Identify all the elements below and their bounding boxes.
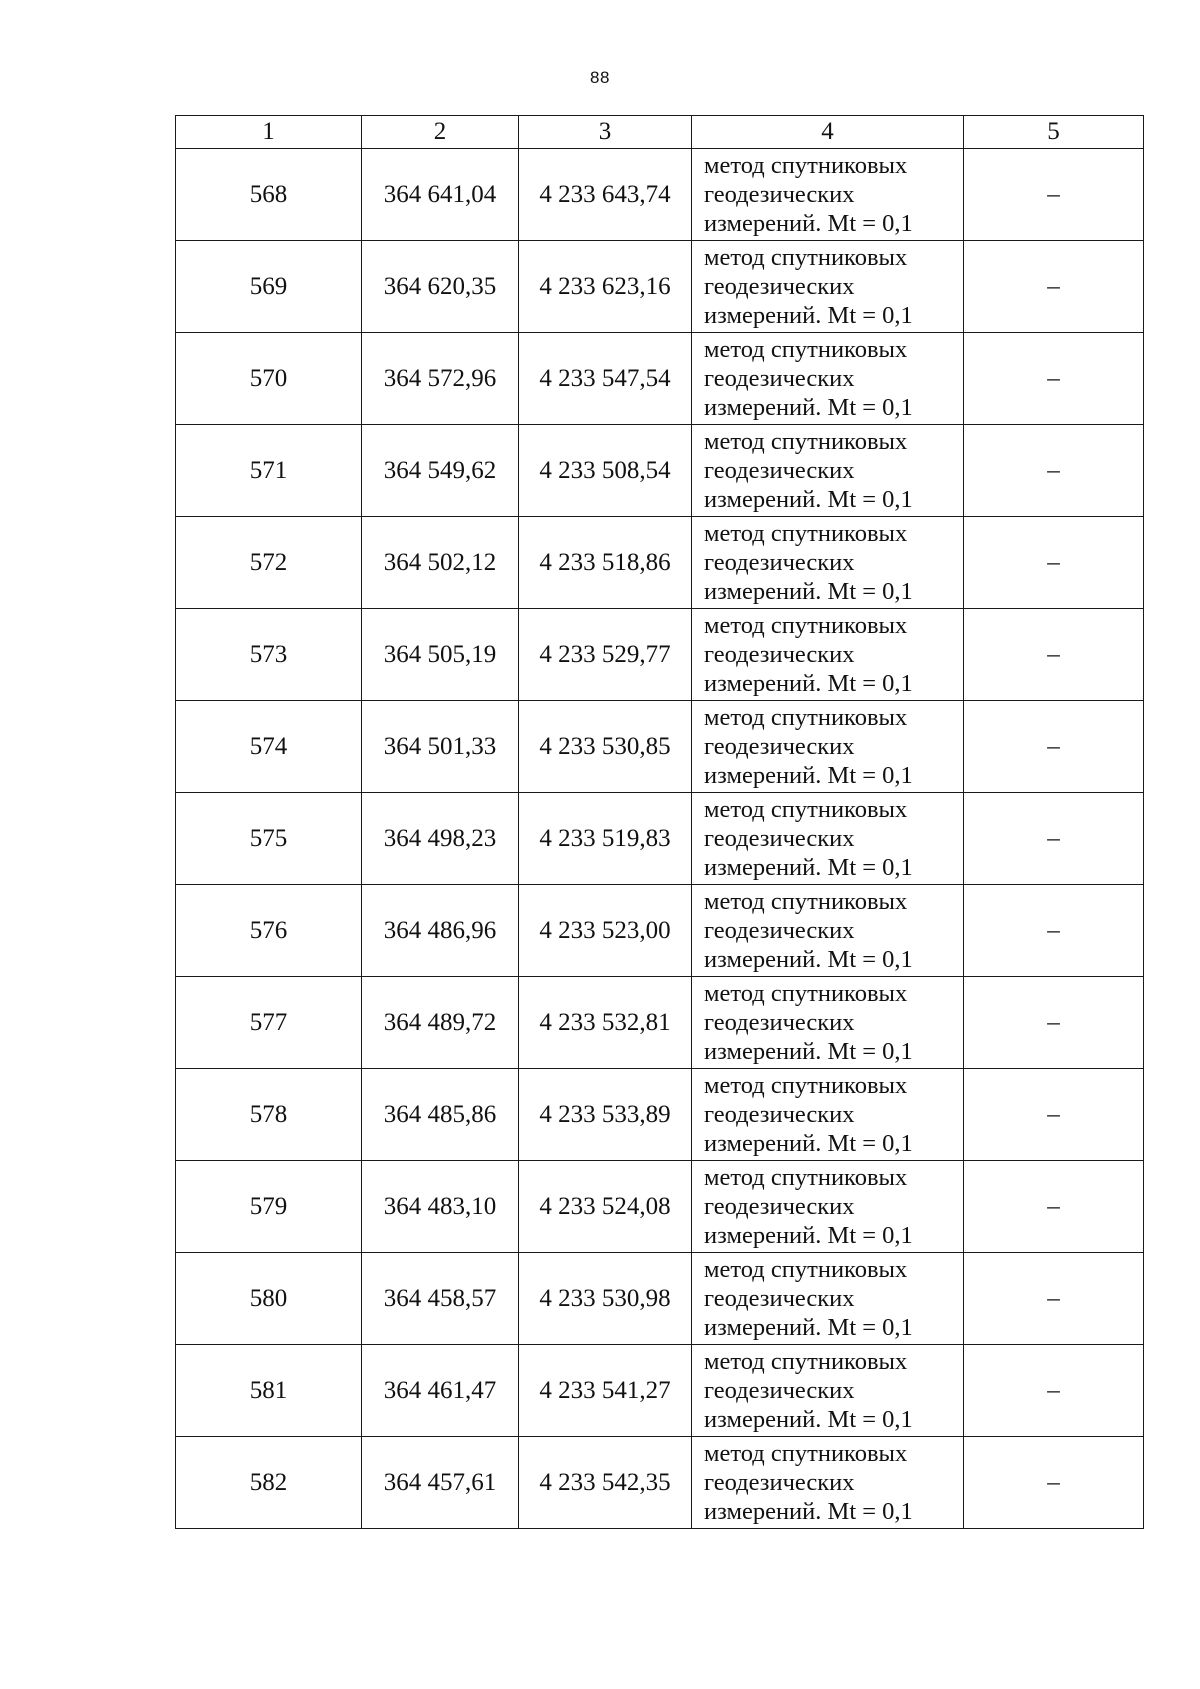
method-line: измерений. Mt = 0,1 [704, 1406, 913, 1433]
method-cell [692, 1437, 964, 1529]
x-coordinate-cell: 364 498,23 [362, 793, 519, 885]
note-cell: – [964, 885, 1144, 977]
point-number-cell: 582 [176, 1437, 362, 1529]
x-coordinate-cell: 364 501,33 [362, 701, 519, 793]
table-row [176, 1069, 1144, 1161]
x-coordinate-cell: 364 572,96 [362, 333, 519, 425]
point-number-cell: 581 [176, 1345, 362, 1437]
column-header-5: 5 [964, 116, 1144, 149]
method-line: метод спутниковых [704, 1256, 908, 1283]
method-line: измерений. Mt = 0,1 [704, 394, 913, 421]
note-cell: – [964, 793, 1144, 885]
point-number-cell: 575 [176, 793, 362, 885]
method-line: геодезических [704, 733, 855, 760]
note-cell: – [964, 1345, 1144, 1437]
method-cell [692, 609, 964, 701]
method-line: измерений. Mt = 0,1 [704, 854, 913, 881]
method-line: измерений. Mt = 0,1 [704, 302, 913, 329]
method-line: геодезических [704, 273, 855, 300]
note-cell: – [964, 977, 1144, 1069]
method-line: измерений. Mt = 0,1 [704, 946, 913, 973]
y-coordinate-cell: 4 233 508,54 [519, 425, 692, 517]
method-cell [692, 885, 964, 977]
y-coordinate-cell: 4 233 623,16 [519, 241, 692, 333]
method-line: геодезических [704, 457, 855, 484]
point-number-cell: 577 [176, 977, 362, 1069]
method-cell [692, 701, 964, 793]
table-header-row [176, 116, 1144, 149]
method-line: измерений. Mt = 0,1 [704, 762, 913, 789]
point-number-cell: 570 [176, 333, 362, 425]
method-line: измерений. Mt = 0,1 [704, 578, 913, 605]
table-row [176, 1437, 1144, 1529]
method-line: измерений. Mt = 0,1 [704, 1314, 913, 1341]
point-number-cell: 576 [176, 885, 362, 977]
method-line: геодезических [704, 1377, 855, 1404]
method-cell [692, 1069, 964, 1161]
table-row [176, 333, 1144, 425]
x-coordinate-cell: 364 457,61 [362, 1437, 519, 1529]
table-row [176, 977, 1144, 1069]
x-coordinate-cell: 364 505,19 [362, 609, 519, 701]
method-line: измерений. Mt = 0,1 [704, 1222, 913, 1249]
method-line: геодезических [704, 641, 855, 668]
column-header-2: 2 [362, 116, 519, 149]
y-coordinate-cell: 4 233 643,74 [519, 149, 692, 241]
table-row [176, 149, 1144, 241]
note-cell: – [964, 1253, 1144, 1345]
method-line: геодезических [704, 1285, 855, 1312]
table-body [176, 149, 1144, 1529]
method-line: метод спутниковых [704, 980, 908, 1007]
method-line: геодезических [704, 1193, 855, 1220]
method-cell [692, 793, 964, 885]
x-coordinate-cell: 364 549,62 [362, 425, 519, 517]
column-header-3: 3 [519, 116, 692, 149]
method-line: геодезических [704, 917, 855, 944]
note-cell: – [964, 149, 1144, 241]
method-line: измерений. Mt = 0,1 [704, 210, 913, 237]
note-cell: – [964, 425, 1144, 517]
coordinates-table [175, 115, 1144, 1529]
method-line: измерений. Mt = 0,1 [704, 1498, 913, 1525]
x-coordinate-cell: 364 461,47 [362, 1345, 519, 1437]
method-cell [692, 333, 964, 425]
point-number-cell: 580 [176, 1253, 362, 1345]
table-row [176, 701, 1144, 793]
method-line: геодезических [704, 1101, 855, 1128]
method-line: метод спутниковых [704, 1440, 908, 1467]
point-number-cell: 569 [176, 241, 362, 333]
column-header-4: 4 [692, 116, 964, 149]
method-cell [692, 1161, 964, 1253]
point-number-cell: 568 [176, 149, 362, 241]
note-cell: – [964, 1069, 1144, 1161]
method-cell [692, 1345, 964, 1437]
method-line: измерений. Mt = 0,1 [704, 670, 913, 697]
point-number-cell: 571 [176, 425, 362, 517]
point-number-cell: 572 [176, 517, 362, 609]
y-coordinate-cell: 4 233 518,86 [519, 517, 692, 609]
table-row [176, 241, 1144, 333]
y-coordinate-cell: 4 233 547,54 [519, 333, 692, 425]
point-number-cell: 574 [176, 701, 362, 793]
method-line: геодезических [704, 365, 855, 392]
method-line: метод спутниковых [704, 244, 908, 271]
point-number-cell: 579 [176, 1161, 362, 1253]
column-header-1: 1 [176, 116, 362, 149]
table-row [176, 1161, 1144, 1253]
method-line: геодезических [704, 825, 855, 852]
point-number-cell: 573 [176, 609, 362, 701]
method-line: метод спутниковых [704, 888, 908, 915]
x-coordinate-cell: 364 620,35 [362, 241, 519, 333]
note-cell: – [964, 701, 1144, 793]
note-cell: – [964, 609, 1144, 701]
method-cell [692, 1253, 964, 1345]
y-coordinate-cell: 4 233 530,98 [519, 1253, 692, 1345]
table-row [176, 885, 1144, 977]
method-line: метод спутниковых [704, 796, 908, 823]
y-coordinate-cell: 4 233 524,08 [519, 1161, 692, 1253]
table-row [176, 609, 1144, 701]
method-line: метод спутниковых [704, 1072, 908, 1099]
note-cell: – [964, 1437, 1144, 1529]
table-row [176, 1253, 1144, 1345]
method-cell [692, 149, 964, 241]
page-number: 88 [590, 68, 610, 87]
table-row [176, 1345, 1144, 1437]
note-cell: – [964, 517, 1144, 609]
x-coordinate-cell: 364 641,04 [362, 149, 519, 241]
y-coordinate-cell: 4 233 530,85 [519, 701, 692, 793]
table-row [176, 517, 1144, 609]
method-line: метод спутниковых [704, 428, 908, 455]
method-line: геодезических [704, 549, 855, 576]
x-coordinate-cell: 364 483,10 [362, 1161, 519, 1253]
method-line: измерений. Mt = 0,1 [704, 1130, 913, 1157]
note-cell: – [964, 1161, 1144, 1253]
y-coordinate-cell: 4 233 519,83 [519, 793, 692, 885]
point-number-cell: 578 [176, 1069, 362, 1161]
y-coordinate-cell: 4 233 532,81 [519, 977, 692, 1069]
method-line: метод спутниковых [704, 704, 908, 731]
method-cell [692, 241, 964, 333]
x-coordinate-cell: 364 489,72 [362, 977, 519, 1069]
method-cell [692, 517, 964, 609]
method-line: измерений. Mt = 0,1 [704, 1038, 913, 1065]
x-coordinate-cell: 364 458,57 [362, 1253, 519, 1345]
method-line: измерений. Mt = 0,1 [704, 486, 913, 513]
method-line: метод спутниковых [704, 336, 908, 363]
method-line: метод спутниковых [704, 1348, 908, 1375]
method-line: геодезических [704, 1009, 855, 1036]
y-coordinate-cell: 4 233 523,00 [519, 885, 692, 977]
method-line: геодезических [704, 1469, 855, 1496]
method-cell [692, 425, 964, 517]
method-line: метод спутниковых [704, 152, 908, 179]
y-coordinate-cell: 4 233 541,27 [519, 1345, 692, 1437]
x-coordinate-cell: 364 486,96 [362, 885, 519, 977]
method-line: метод спутниковых [704, 520, 908, 547]
y-coordinate-cell: 4 233 533,89 [519, 1069, 692, 1161]
note-cell: – [964, 333, 1144, 425]
y-coordinate-cell: 4 233 529,77 [519, 609, 692, 701]
x-coordinate-cell: 364 502,12 [362, 517, 519, 609]
x-coordinate-cell: 364 485,86 [362, 1069, 519, 1161]
note-cell: – [964, 241, 1144, 333]
method-cell [692, 977, 964, 1069]
method-line: метод спутниковых [704, 612, 908, 639]
table-row [176, 793, 1144, 885]
method-line: метод спутниковых [704, 1164, 908, 1191]
table-row [176, 425, 1144, 517]
y-coordinate-cell: 4 233 542,35 [519, 1437, 692, 1529]
method-line: геодезических [704, 181, 855, 208]
